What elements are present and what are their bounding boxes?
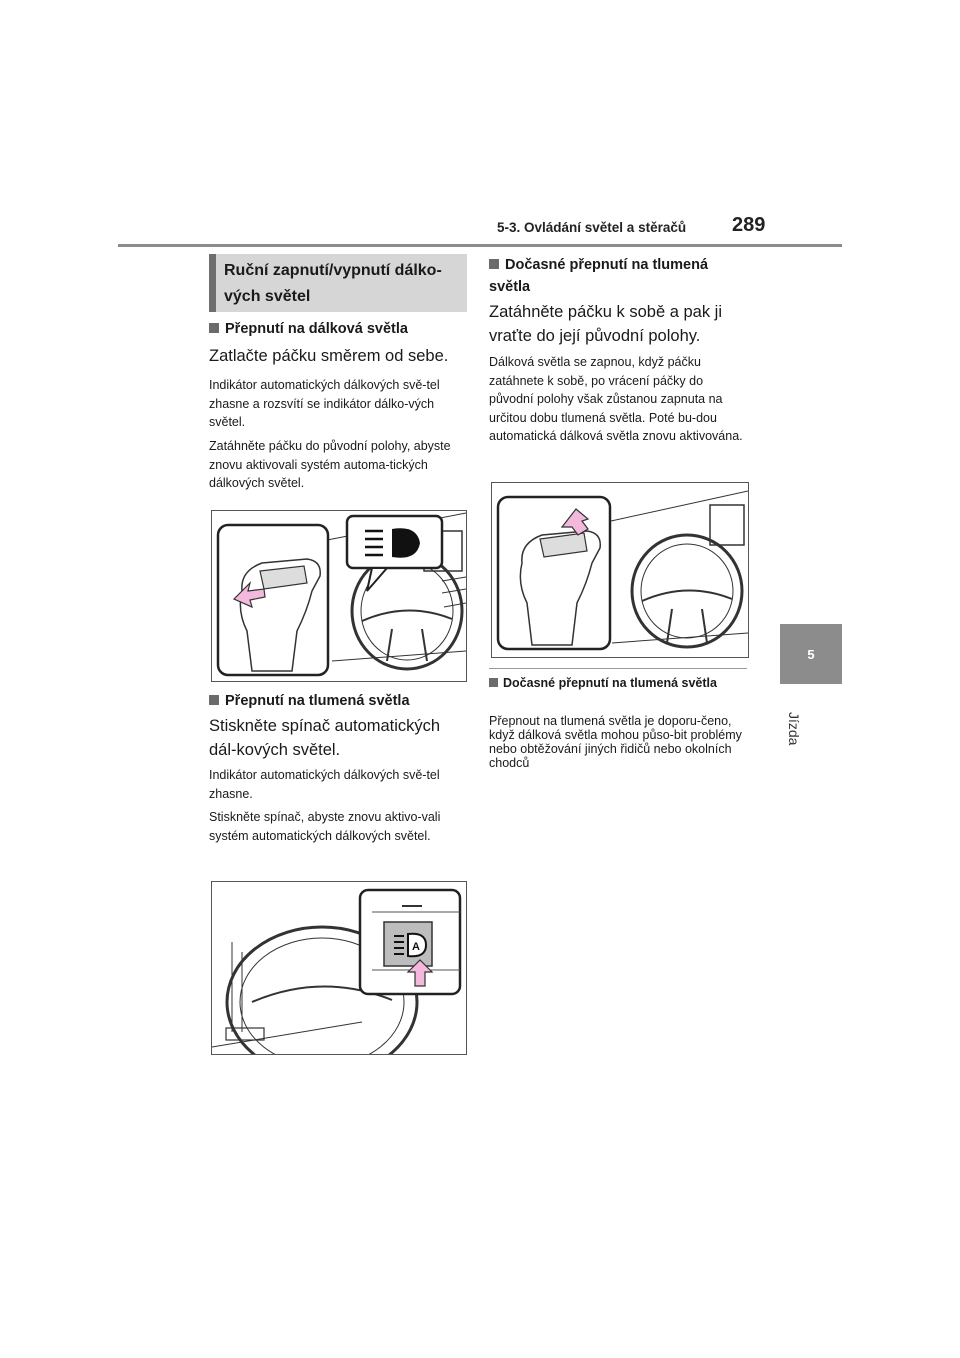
running-header-section: 5-3. Ovládání světel a stěračů <box>497 220 687 235</box>
bullet-square <box>209 323 219 333</box>
temp-low-beam-text: Dálková světla se zapnou, když páčku zatáhnete k sobě, po vrácení páčky do původní polohy však zůstanou zapnuta na určitou dobu tlumená světla. Poté bu-dou automatická dálková světla znovu aktivována. <box>489 355 743 443</box>
section-title: Ruční zapnutí/vypnutí dálko-vých světel <box>224 262 442 305</box>
low-beam-heading <box>209 690 467 712</box>
switch-drawing <box>212 882 466 1054</box>
temp-low-beam-heading <box>489 254 741 298</box>
header-rule <box>118 244 842 247</box>
illustration-pull-lever <box>491 482 749 658</box>
bullet-square <box>489 678 498 687</box>
high-beam-instruction: Zatlačte páčku směrem od sebe. <box>209 347 449 365</box>
note-rule <box>489 668 747 669</box>
bullet-square <box>489 259 499 269</box>
low-beam-heading-text: Přepnutí na tlumená světla <box>225 693 410 709</box>
push-lever-drawing <box>212 511 466 681</box>
note-heading <box>489 676 741 690</box>
high-beam-text-2: Zatáhněte páčku do původní polohy, abyste znovu aktivovali systém automa-tických dálkových světel. <box>209 439 451 490</box>
note-text: Přepnout na tlumená světla je doporu-čeno, když dálková světla mohou půso-bit problémy nebo obtěžování jiných řidičů nebo okolních chodců <box>489 714 742 770</box>
high-beam-text-1: Indikátor automatických dálkových svě-tel zhasne a rozsvítí se indikátor dálko-vých světel. <box>209 378 440 429</box>
low-beam-instruction: Stiskněte spínač automatických dál-kových světel. <box>209 717 441 759</box>
chapter-tab-label: Jízda <box>786 712 802 746</box>
note-heading-text: Dočasné přepnutí na tlumená světla <box>503 676 717 690</box>
chapter-tab <box>780 624 842 684</box>
high-beam-heading-text: Přepnutí na dálková světla <box>225 321 408 337</box>
chapter-tab-number: 5 <box>807 646 815 662</box>
illustration-push-lever <box>211 510 467 682</box>
low-beam-text-1: Indikátor automatických dálkových svě-tel zhasne. <box>209 768 440 801</box>
section-title-box <box>209 254 467 312</box>
temp-low-beam-heading-text: Dočasné přepnutí na tlumená světla <box>489 257 709 295</box>
low-beam-text-2: Stiskněte spínač, abyste znovu aktivo-vali systém automatických dálkových světel. <box>209 810 441 843</box>
bullet-square <box>209 695 219 705</box>
switch-letter: A <box>412 941 420 953</box>
page-number: 289 <box>732 214 766 236</box>
high-beam-heading <box>209 318 467 340</box>
pull-lever-drawing <box>492 483 748 657</box>
temp-low-beam-instruction: Zatáhněte páčku k sobě a pak ji vraťte do její původní polohy. <box>489 303 722 345</box>
illustration-switch <box>211 881 467 1055</box>
